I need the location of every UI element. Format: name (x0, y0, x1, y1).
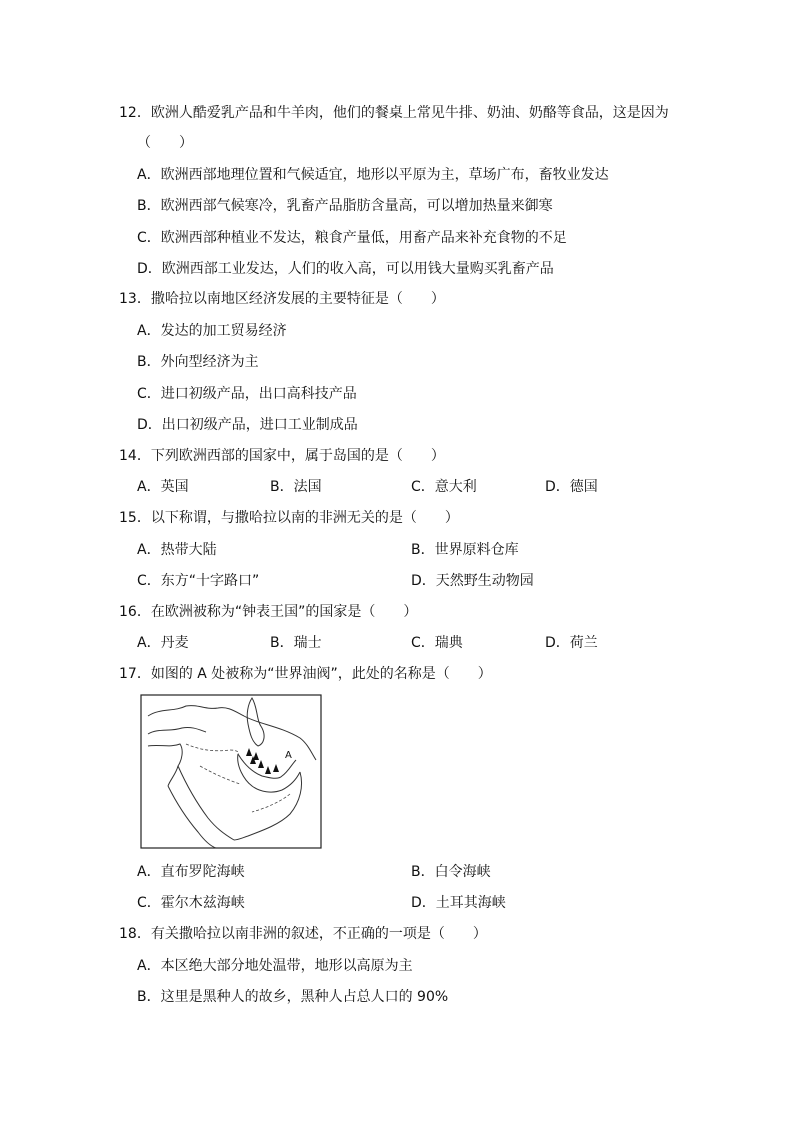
question-14-option-a[interactable]: A．英国 (137, 479, 189, 495)
question-17-stem: 17．如图的 A 处被称为“世界油阀”，此处的名称是（ ） (119, 666, 492, 682)
question-15-option-a[interactable]: A．热带大陆 (137, 542, 217, 558)
question-17-option-c[interactable]: C．霍尔木兹海峡 (137, 895, 245, 911)
question-14-option-d[interactable]: D．德国 (545, 479, 598, 495)
question-18-stem: 18．有关撒哈拉以南非洲的叙述，不正确的一项是（ ） (119, 926, 487, 942)
question-16-option-d[interactable]: D．荷兰 (545, 635, 598, 651)
question-12-option-a[interactable]: A．欧洲西部地理位置和气候适宜，地形以平原为主，草场广布，畜牧业发达 (137, 167, 609, 183)
question-14-option-c[interactable]: C．意大利 (411, 479, 477, 495)
question-15-option-d[interactable]: D．天然野生动物园 (411, 573, 534, 589)
question-13-option-c[interactable]: C．进口初级产品，出口高科技产品 (137, 386, 357, 402)
question-12-option-c[interactable]: C．欧洲西部种植业不发达，粮食产量低，用畜产品来补充食物的不足 (137, 230, 567, 246)
question-18-option-a[interactable]: A．本区绝大部分地处温带，地形以高原为主 (137, 958, 413, 974)
question-16-option-b[interactable]: B．瑞士 (270, 635, 322, 651)
question-12-stem: 12．欧洲人酷爱乳产品和牛羊肉，他们的餐桌上常见牛排、奶油、奶酪等食品，这是因为 (119, 105, 669, 121)
question-17-option-a[interactable]: A．直布罗陀海峡 (137, 864, 245, 880)
question-16-stem: 16．在欧洲被称为“钟表王国”的国家是（ ） (119, 604, 418, 620)
question-12-option-d[interactable]: D．欧洲西部工业发达，人们的收入高，可以用钱大量购买乳畜产品 (137, 261, 554, 277)
question-17-option-d[interactable]: D．土耳其海峡 (411, 895, 506, 911)
question-12-paren: （ ） (137, 135, 193, 151)
question-15-stem: 15．以下称谓，与撒哈拉以南的非洲无关的是（ ） (119, 510, 459, 526)
question-16-option-a[interactable]: A．丹麦 (137, 635, 189, 651)
question-12-option-b[interactable]: B．欧洲西部气候寒冷，乳畜产品脂肪含量高，可以增加热量来御寒 (137, 198, 553, 214)
question-13-option-d[interactable]: D．出口初级产品，进口工业制成品 (137, 417, 358, 433)
question-13-option-a[interactable]: A．发达的加工贸易经济 (137, 323, 287, 339)
question-15-option-b[interactable]: B．世界原料仓库 (411, 542, 519, 558)
question-14-stem: 14．下列欧洲西部的国家中，属于岛国的是（ ） (119, 448, 445, 464)
question-13-stem: 13．撒哈拉以南地区经济发展的主要特征是（ ） (119, 291, 445, 307)
question-16-option-c[interactable]: C．瑞典 (411, 635, 463, 651)
map-label-a: A (285, 750, 292, 761)
question-15-option-c[interactable]: C．东方“十字路口” (137, 573, 260, 589)
question-17-option-b[interactable]: B．白令海峡 (411, 864, 491, 880)
question-13-option-b[interactable]: B．外向型经济为主 (137, 354, 259, 370)
middle-east-map (140, 694, 322, 849)
question-14-option-b[interactable]: B．法国 (270, 479, 322, 495)
question-18-option-b[interactable]: B．这里是黑种人的故乡，黑种人占总人口的 90% (137, 989, 449, 1005)
